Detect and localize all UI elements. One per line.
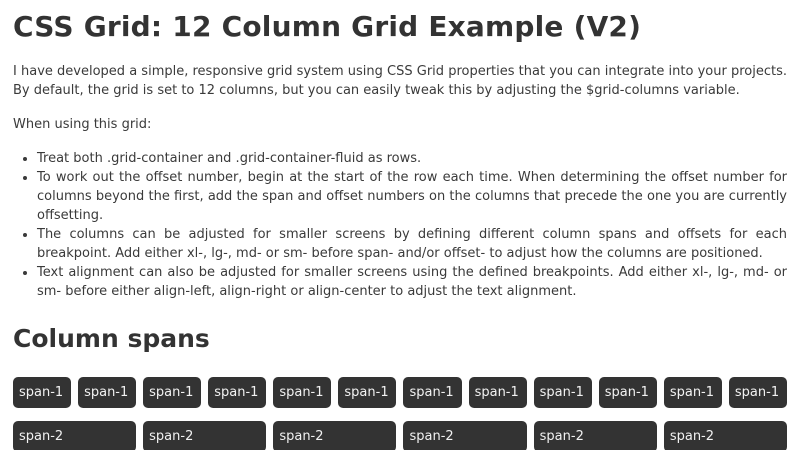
span-1-row bbox=[13, 377, 787, 408]
grid-cell-span-1: span-1 bbox=[729, 377, 787, 408]
note-item: • Text alignment can also be adjusted for smaller screens using the defined breakpoints. Add either xl-, lg-, md- or sm- before either align-left, align-right or align-center to adjust the text alignment. bbox=[37, 263, 787, 301]
grid-cell-span-2: span-2 bbox=[273, 421, 396, 450]
grid-cell-span-1: span-1 bbox=[13, 377, 71, 408]
page-title: CSS Grid: 12 Column Grid Example (V2) bbox=[13, 10, 642, 43]
grid-cell-span-1: span-1 bbox=[534, 377, 592, 408]
grid-cell-span-1: span-1 bbox=[338, 377, 396, 408]
grid-cell-span-1: span-1 bbox=[403, 377, 461, 408]
grid-cell-span-2: span-2 bbox=[403, 421, 526, 450]
grid-cell-span-1: span-1 bbox=[664, 377, 722, 408]
usage-notes-list bbox=[13, 149, 787, 301]
usage-intro: When using this grid: bbox=[13, 117, 152, 132]
span-2-row bbox=[13, 421, 787, 450]
grid-cell-span-1: span-1 bbox=[78, 377, 136, 408]
grid-cell-span-2: span-2 bbox=[13, 421, 136, 450]
grid-cell-span-1: span-1 bbox=[599, 377, 657, 408]
grid-cell-span-1: span-1 bbox=[208, 377, 266, 408]
grid-cell-span-1: span-1 bbox=[469, 377, 527, 408]
grid-cell-span-2: span-2 bbox=[143, 421, 266, 450]
intro-paragraph: I have developed a simple, responsive grid system using CSS Grid properties that you can integrate into your projects. By default, the grid is set to 12 columns, but you can easily tweak this by adjusting the $grid-columns variable. bbox=[13, 64, 787, 98]
grid-cell-span-2: span-2 bbox=[664, 421, 787, 450]
grid-cell-span-2: span-2 bbox=[534, 421, 657, 450]
section-heading: Column spans bbox=[13, 324, 210, 353]
grid-cell-span-1: span-1 bbox=[143, 377, 201, 408]
note-item: • Treat both .grid-container and .grid-container-fluid as rows. bbox=[37, 149, 787, 168]
note-item: • The columns can be adjusted for smaller screens by defining different column spans and offsets for each breakpoint. Add either xl-, lg-, md- or sm- before span- and/or offset- to adjust how the columns are positioned. bbox=[37, 225, 787, 263]
grid-cell-span-1: span-1 bbox=[273, 377, 331, 408]
note-item: • To work out the offset number, begin at the start of the row each time. When determining the offset number for columns beyond the first, add the span and offset numbers on the columns that precede the one you are currently offsetting. bbox=[37, 168, 787, 225]
